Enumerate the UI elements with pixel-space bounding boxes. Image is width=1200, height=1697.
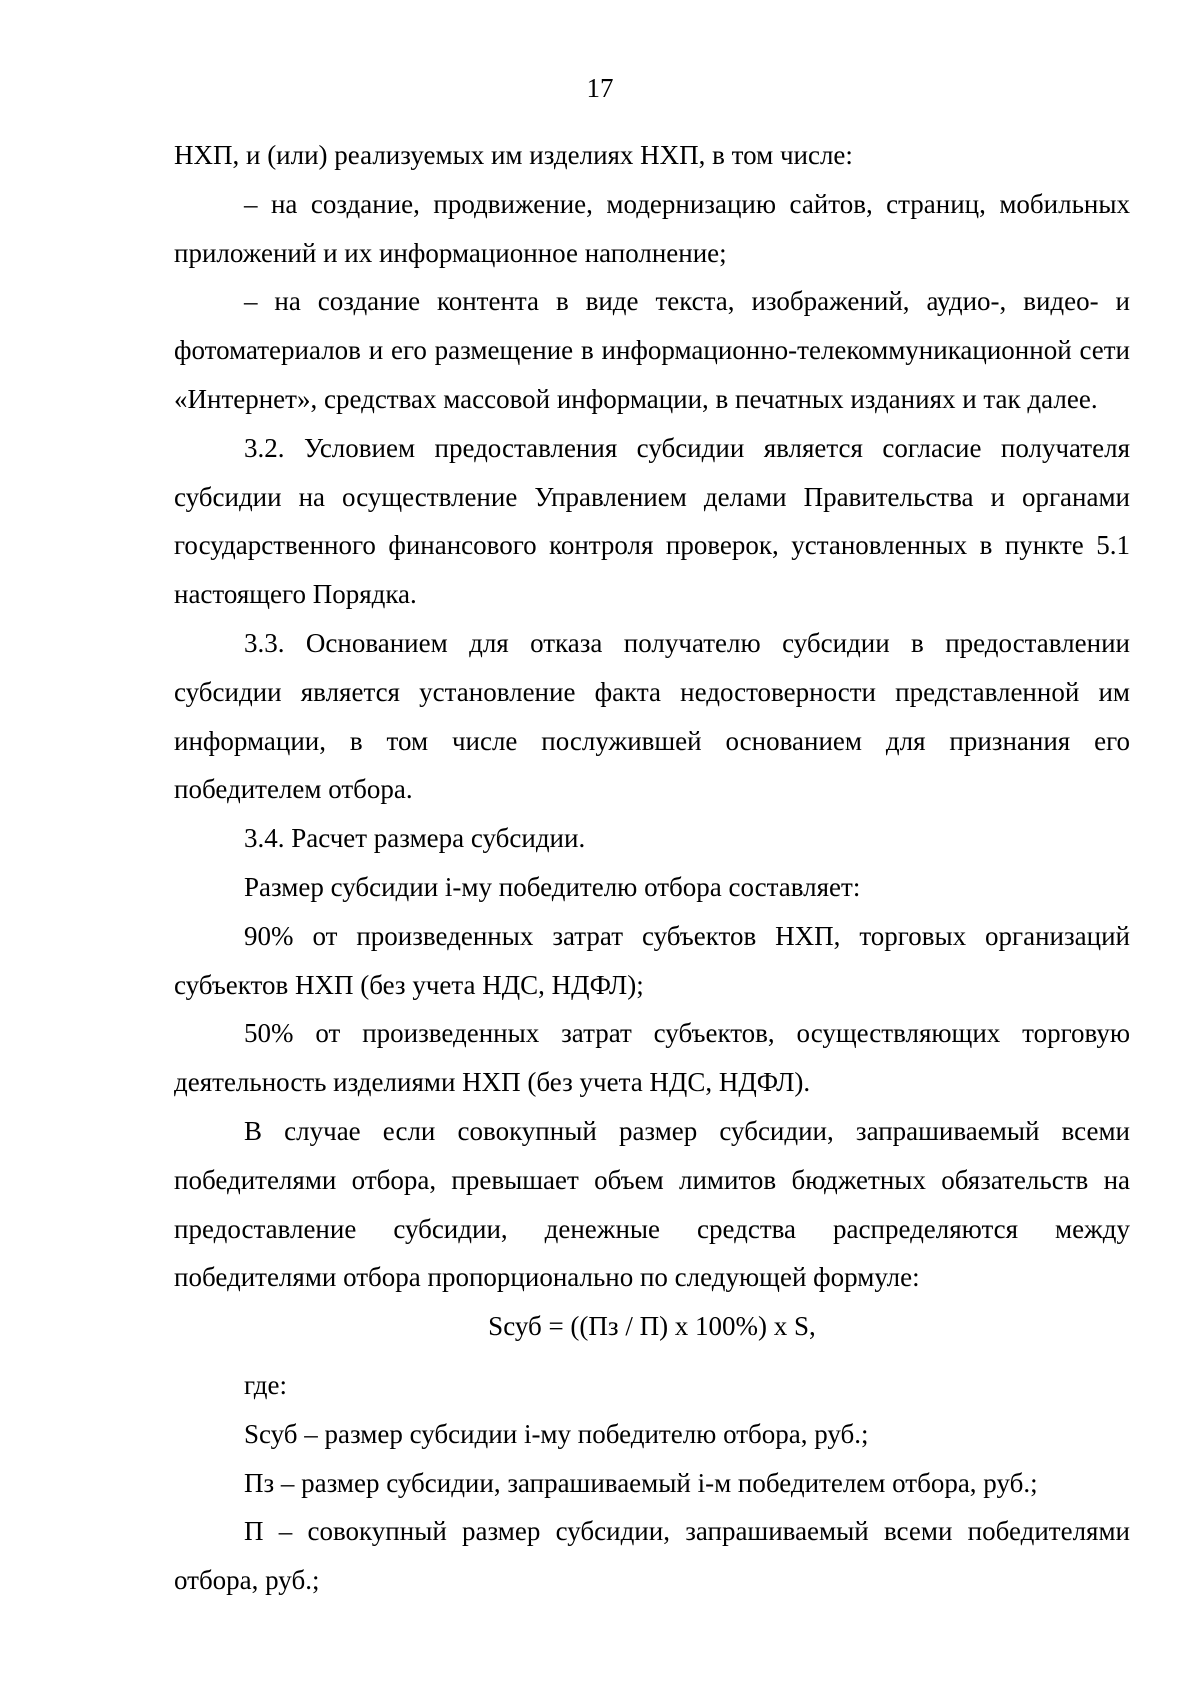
paragraph-90-percent: 90% от произведенных затрат субъектов НХП, торговых организаций субъектов НХП (без учета НДС, НДФЛ);: [174, 920, 1130, 1000]
paragraph-bullet-content: – на создание контента в виде текста, изображений, аудио-, видео- и фотоматериалов и его размещение в информационно-телекоммуникационной сети «Интернет», средствах массовой информации, в печатных изданиях и так далее.: [174, 286, 1130, 414]
paragraph-continuation: НХП, и (или) реализуемых им изделиях НХП, в том числе:: [174, 140, 853, 170]
definition-p: П – совокупный размер субсидии, запрашиваемый всеми победителями отбора, руб.;: [174, 1516, 1130, 1596]
page-number: 17: [586, 73, 614, 103]
definition-pz: Пз – размер субсидии, запрашиваемый i-м победителем отбора, руб.;: [244, 1467, 1038, 1498]
paragraph-clause-3-2: 3.2. Условием предоставления субсидии является согласие получателя субсидии на осуществление Управлением делами Правительства и органами государственного финансового контроля проверок, установленных в пункте 5.1 настоящего Порядка.: [174, 432, 1130, 610]
paragraph-subsidy-size: Размер субсидии i-му победителю отбора составляет:: [244, 871, 861, 902]
paragraph-clause-3-3: 3.3. Основанием для отказа получателю субсидии в предоставлении субсидии является установление факта недостоверности представленной им информации, в том числе послужившей основанием для признания его победителем отбора.: [174, 627, 1130, 805]
paragraph-bullet-websites: – на создание, продвижение, модернизацию сайтов, страниц, мобильных приложений и их информационное наполнение;: [174, 188, 1130, 268]
definitions-intro: где:: [244, 1369, 287, 1400]
document-body: [174, 131, 1130, 1605]
subsidy-formula: Sсуб = ((Пз / П) х 100%) х S,: [488, 1311, 816, 1342]
paragraph-clause-3-4: 3.4. Расчет размера субсидии.: [244, 823, 586, 854]
paragraph-distribution: В случае если совокупный размер субсидии, запрашиваемый всеми победителями отбора, превышает объем лимитов бюджетных обязательств на предоставление субсидии, денежные средства распределяются между победителями отбора пропорционально по следующей формуле:: [174, 1115, 1130, 1293]
paragraph-50-percent: 50% от произведенных затрат субъектов, осуществляющих торговую деятельность изделиями НХП (без учета НДС, НДФЛ).: [174, 1018, 1130, 1098]
definition-s-sub: Sсуб – размер субсидии i-му победителю отбора, руб.;: [244, 1418, 869, 1449]
